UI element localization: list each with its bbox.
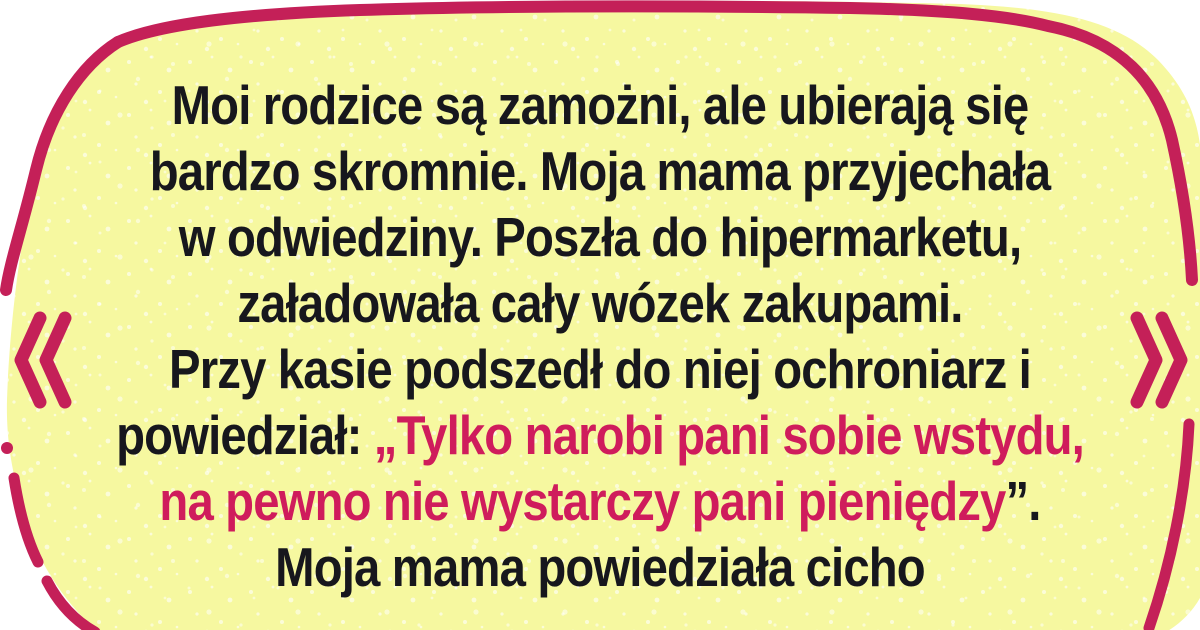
right-quote-icon: [1130, 308, 1190, 412]
quote-text: załadowała cały wózek zakupami.: [237, 272, 963, 334]
quote-line: [84, 534, 1116, 600]
quote-line: [84, 72, 1116, 138]
quote-text: w odwiedziny. Poszła do hipermarketu,: [178, 206, 1022, 268]
quote-line: [84, 204, 1116, 270]
quote-text: Moi rodzice są zamożni, ale ubierają się: [171, 74, 1029, 136]
quote-text: bardzo skromnie. Moja mama przyjechała: [149, 140, 1051, 202]
quote-accent-text: na pewno nie wystarczy pani pieniędzy: [159, 470, 1006, 532]
quote-line: [84, 138, 1116, 204]
quote-text: powiedział:: [116, 404, 374, 466]
quote-text: Moja mama powiedziała cicho: [275, 536, 925, 598]
quote-accent-text: „Tylko narobi pani sobie wstydu,: [373, 404, 1084, 466]
quote-line: [84, 270, 1116, 336]
quote-text: Przy kasie podszedł do niej ochroniarz i: [169, 338, 1031, 400]
quote-line: [84, 402, 1116, 468]
quote-text: ”.: [1005, 470, 1041, 532]
left-quote-icon: [12, 308, 72, 412]
quote-text-block: [84, 72, 1116, 600]
border-dot: [1, 442, 13, 454]
quote-line: [84, 336, 1116, 402]
quote-line: [84, 468, 1116, 534]
